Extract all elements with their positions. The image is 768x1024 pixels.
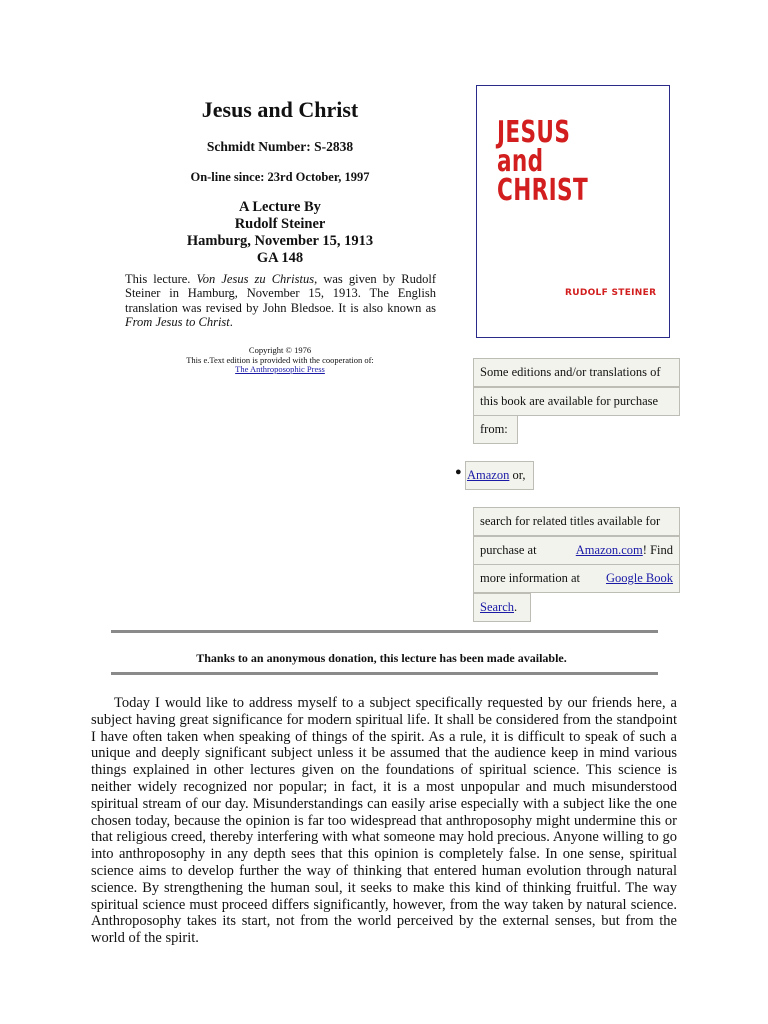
search-text-line-1: search for related titles available for: [473, 507, 680, 536]
amazon-link[interactable]: Amazon: [467, 468, 510, 482]
cover-title-line-3: CHRIST: [497, 173, 589, 208]
editions-text-line-1: Some editions and/or translations of: [473, 358, 680, 387]
divider-bottom: [111, 672, 658, 675]
bullet-icon: ●: [455, 466, 462, 478]
copyright-block: [120, 346, 440, 375]
cover-author: RUDOLF STEINER: [565, 288, 657, 298]
search-suffix: .: [514, 600, 518, 614]
search-text-line-2: [473, 536, 680, 565]
lecture-info: [120, 199, 440, 267]
intro-text-3: .: [229, 314, 233, 329]
copyright-line: Copyright © 1976: [248, 345, 312, 355]
google-search-link[interactable]: Search: [480, 600, 515, 614]
amazon-suffix: or,: [509, 468, 526, 482]
editions-text-line-2: this book are available for purchase: [473, 387, 680, 416]
find-text: ! Find: [642, 543, 673, 557]
cover-title-line-2: and: [497, 144, 544, 179]
schmidt-number: Schmidt Number: S-2838: [206, 139, 354, 154]
amazon-list-item: [465, 461, 534, 490]
lecture-by: A Lecture By: [239, 199, 321, 215]
intro-text-1: This lecture.: [125, 272, 197, 286]
cooperation-line: This e.Text edition is provided with the cooperation of:: [186, 354, 374, 365]
page-title: Jesus and Christ: [201, 97, 359, 122]
more-info-text: more information at: [480, 571, 580, 585]
search-text-line-4: [473, 593, 531, 622]
intro-paragraph: [125, 272, 436, 329]
english-title: From Jesus to Christ: [125, 314, 230, 329]
intro-text-2: , was given by Rudolf Steiner in Hamburg, November 15, 1913. The English translation was revised by John Bledsoe. It is also known as: [125, 272, 437, 315]
lecture-body-paragraph: Today I would like to address myself to a subject specifically requested by our friends here, a subject having great significance for modern spiritual life. It shall be considered from the standpoint I have often taken when speaking of things of the spirit. As a rule, it is difficult to speak of such a unique and deeply significant subject unless it be assumed that the audience keep in mind various things explained in other lectures given on the foundations of spiritual science. This science is neither widely recognized nor popular; in fact, it is a most unpopular and much misunderstood spiritual stream of our day. Misunderstandings can easily arise especially with a subject like the one chosen today, because the opinion is far too widespread that anthroposophy might undermine this or that religious creed, thereby interfering with what someone may hold precious. Anyone willing to go into anthroposophy in any depth sees that this opinion is completely false. In one sense, spiritual science aims to develop further the way of thinking that entered human evolution through natural science. By strengthening the human soul, it seeks to make this kind of thinking fruitful. The way spiritual science must proceed differs significantly, however, from the way taken by natural science. Anthroposophy takes its start, not from the world perceived by the external senses, but from the world of the spirit.: [91, 695, 677, 947]
cover-title: [497, 115, 589, 208]
ga-number: GA 148: [256, 250, 304, 266]
german-title: Von Jesus zu Christus: [196, 272, 315, 286]
donation-notice: Thanks to an anonymous donation, this lecture has been made available.: [196, 651, 567, 665]
anthroposophic-press-link[interactable]: The Anthroposophic Press: [235, 364, 325, 374]
editions-text-line-3: from:: [473, 415, 518, 444]
place-date: Hamburg, November 15, 1913: [186, 233, 374, 249]
google-book-link[interactable]: Google Book: [605, 571, 673, 585]
book-cover-image[interactable]: [476, 85, 670, 338]
search-text-line-3: [473, 564, 680, 593]
divider-top: [111, 630, 658, 633]
amazon-com-link[interactable]: Amazon.com: [575, 543, 643, 557]
online-since: On-line since: 23rd October, 1997: [190, 170, 370, 184]
cover-title-line-1: JESUS: [497, 115, 571, 150]
purchase-at-text: purchase at: [480, 543, 537, 557]
author-name: Rudolf Steiner: [234, 216, 326, 232]
